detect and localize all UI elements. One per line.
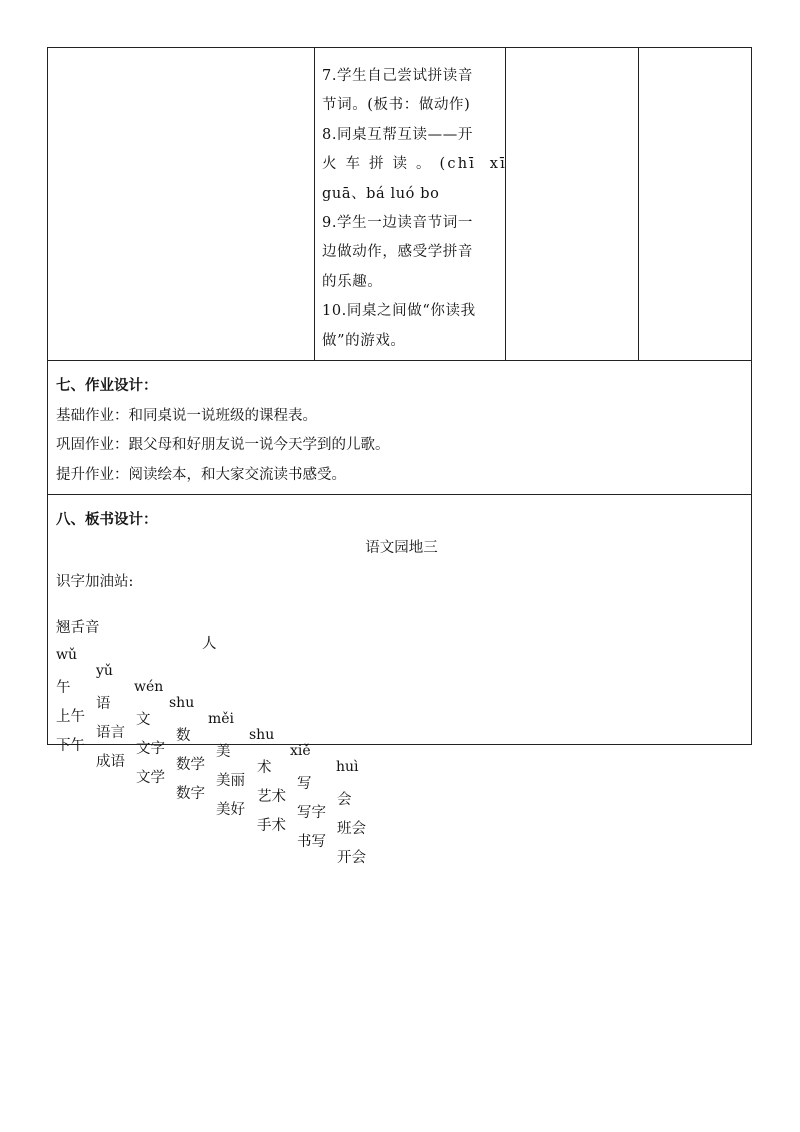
word-cell: 开会 [337, 850, 366, 866]
step-line: 10.同桌之间做“你读我 [322, 303, 476, 320]
step-line: 8.同桌互帮互读——开 [322, 126, 473, 143]
column-divider [505, 48, 506, 360]
step-line: 的乐趣。 [322, 273, 383, 290]
board-heading: 八、板书设计： [56, 512, 158, 528]
step-line: 7.学生自己尝试拼读音 [322, 68, 473, 84]
character-cell: 美 [216, 744, 231, 760]
character-cell: 写 [297, 776, 312, 792]
word-cell: 语言 [96, 725, 125, 741]
word-cell: 数字 [176, 786, 205, 802]
lesson-table [47, 47, 752, 866]
word-cell: 上午 [56, 709, 85, 725]
step-line: 做”的游戏。 [322, 332, 406, 349]
character-cell: 午 [56, 680, 71, 696]
step-line: guā、bá luó bo [322, 185, 440, 202]
word-cell: 书写 [297, 834, 326, 850]
pinyin-cell: xiě [290, 743, 311, 759]
homework-section [56, 372, 390, 490]
row-divider [48, 360, 751, 361]
character-cell: 数 [176, 728, 191, 744]
word-cell: 手术 [257, 818, 286, 834]
pinyin-cell: měi [208, 711, 235, 727]
pinyin-cell: huì [336, 759, 359, 775]
word-cell: 艺术 [257, 789, 286, 805]
retroflex-label: 翘舌音 [56, 620, 100, 636]
homework-line: 巩固作业：跟父母和好朋友说一说今天学到的儿歌。 [56, 437, 390, 454]
teaching-steps-cell [322, 62, 507, 356]
column-divider [638, 48, 639, 360]
word-cell: 班会 [337, 821, 366, 837]
board-title: 语文园地三 [365, 540, 438, 556]
board-label: 识字加油站: [56, 574, 134, 590]
row-divider [48, 494, 751, 495]
word-cell: 文学 [136, 770, 165, 786]
word-cell: 写字 [297, 805, 326, 821]
word-cell: 数学 [176, 757, 205, 773]
pinyin-cell: wǔ [56, 647, 77, 663]
word-cell: 美好 [216, 802, 245, 818]
homework-heading: 七、作业设计： [56, 378, 158, 394]
pinyin-cell: shu [249, 727, 275, 743]
step-line: 火 车 拼 读 。 (chī xī [322, 156, 507, 173]
retroflex-example: 人 [202, 636, 217, 652]
homework-line: 基础作业：和同桌说一说班级的课程表。 [56, 407, 317, 424]
pinyin-cell: yǔ [96, 663, 113, 679]
retroflex-row [56, 600, 256, 652]
pinyin-cell: shu [169, 695, 195, 711]
word-cell: 下午 [56, 738, 85, 754]
column-divider [314, 48, 315, 360]
character-cell: 术 [257, 760, 272, 776]
word-cell: 美丽 [216, 773, 245, 789]
homework-line: 提升作业：阅读绘本，和大家交流读书感受。 [56, 466, 346, 483]
character-cell: 语 [96, 696, 111, 712]
board-heading-wrap [56, 506, 158, 536]
step-line: 边做动作，感受学拼音 [322, 244, 473, 261]
character-cell: 文 [136, 712, 151, 728]
character-cell: 会 [337, 792, 352, 808]
step-line: 节词。(板书：做动作) [322, 97, 471, 114]
pinyin-cell: wén [134, 679, 164, 695]
step-line: 9.学生一边读音节词一 [322, 215, 473, 232]
word-cell: 文字 [136, 741, 165, 757]
word-cell: 成语 [96, 754, 125, 770]
